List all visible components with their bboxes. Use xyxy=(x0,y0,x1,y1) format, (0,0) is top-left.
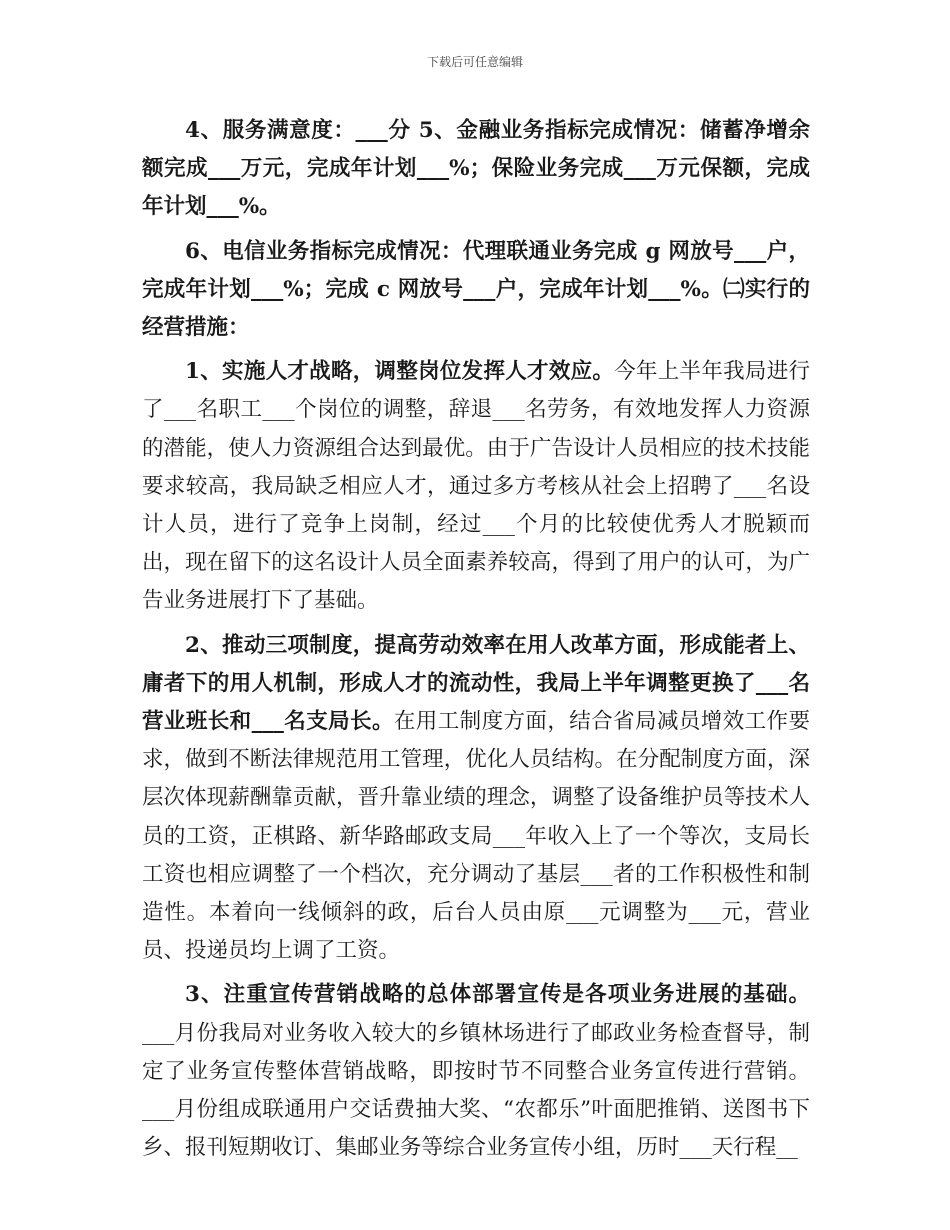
paragraph-three-systems xyxy=(142,627,810,971)
paragraph-text: 今年上半年我局进行了___名职工___个岗位的调整，辞退___名劳务，有效地发挥人力资源的潜能，使人力资源组合达到最优。由于广告设计人员相应的技术技能要求较高，我局缺乏相应人才，通过多方考核从社会上招聘了___名设计人员，进行了竞争上岗制，经过___个月的比较使优秀人才脱颖而出，现在留下的这名设计人员全面素养较高，得到了用户的认可，为广告业务进展打下了基础。 xyxy=(142,359,810,614)
paragraph-talent-strategy xyxy=(142,353,810,620)
paragraph-telecom xyxy=(142,233,810,348)
paragraph-bold-text: 1、实施人才战略，调整岗位发挥人才效应。 xyxy=(185,359,615,385)
page-header: 下载后可任意编辑 xyxy=(426,55,523,69)
paragraph-marketing-strategy xyxy=(142,976,810,1167)
document-body xyxy=(142,112,810,1167)
paragraph-bold-text: 4、服务满意度：___分 5、金融业务指标完成情况：储蓄净增余额完成___万元，完成年计划___%；保险业务完成___万元保额，完成年计划___%。 xyxy=(142,118,810,220)
paragraph-bold-text: 6、电信业务指标完成情况：代理联通业务完成 g 网放号___户，完成年计划___%；完成 c 网放号___户，完成年计划___%。㈡实行的经营措施： xyxy=(142,238,810,341)
paragraph-service-finance xyxy=(142,112,810,227)
paragraph-text: ___月份我局对业务收入较大的乡镇林场进行了邮政业务检查督导，制定了业务宣传整体营销战略，即按时节不同整合业务宣传进行营销。___月份组成联通用户交话费抽大奖、“农都乐”叶面肥推销、送图书下乡、报刊短期收订、集邮业务等综合业务宣传小组，历时___天行程__ xyxy=(142,1020,810,1161)
paragraph-bold-text: 2、推动三项制度，提高劳动效率在用人改革方面，形成能者上、庸者下的用人机制，形成人才的流动性，我局上半年调整更换了___名营业班长和___名支局长。 xyxy=(142,632,810,735)
paragraph-bold-text: 3、注重宣传营销战略的总体部署宣传是各项业务进展的基础。 xyxy=(185,982,810,1008)
paragraph-text: 在用工制度方面，结合省局减员增效工作要求，做到不断法律规范用工管理，优化人员结构。在分配制度方面，深层次体现薪酬靠贡献，晋升靠业绩的理念，调整了设备维护员等技术人员的工资，正棋路、新华路邮政支局___年收入上了一个等次，支局长工资也相应调整了一个档次，充分调动了基层___者的工作积极性和制造性。本着向一线倾斜的政，后台人员由原___元调整为___元，营业员、投递员均上调了工资。 xyxy=(142,709,810,964)
